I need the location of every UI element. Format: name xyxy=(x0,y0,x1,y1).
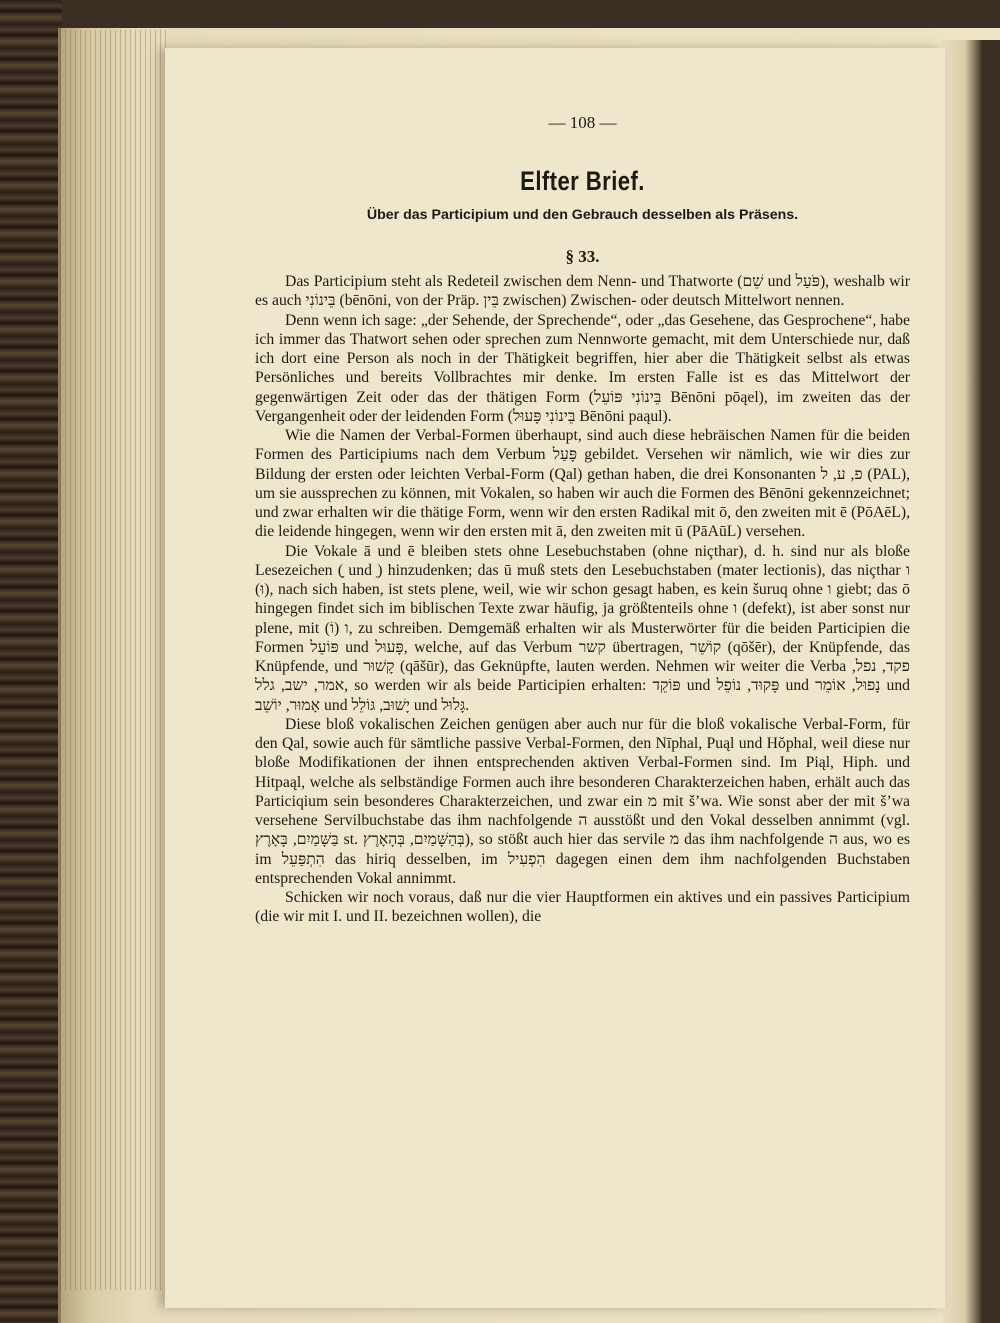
chapter-subtitle: Über das Participium und den Gebrauch desselben als Präsens. xyxy=(366,206,799,223)
paragraph-1: Das Participium steht als Redeteil zwischen dem Nenn- und Thatworte (שֵׁם und פֹּעַל), weshalb wir es auch בֵּינוֹנִי (bēnōni, von der Präp. בֵּין zwischen) Zwischen- oder deutsch Mittelwort nennen. xyxy=(255,273,911,310)
book-page xyxy=(165,48,945,1308)
page-number: — 108 — xyxy=(548,113,617,132)
facing-page-edge xyxy=(942,40,1000,1323)
paragraph-6: Schicken wir noch voraus, daß nur die vier Hauptformen ein aktives und ein passives Participium (die wir mit I. und II. bezeichnen wollen), die xyxy=(255,889,910,926)
page-content xyxy=(255,113,910,927)
section-heading: § 33. xyxy=(565,246,600,266)
paragraph-4: Die Vokale ā und ē bleiben stets ohne Lesebuchstaben (ohne niçthar), d. h. sind nur als bloße Lesezeichen (ָ und ֵ) hinzudenken; das ū muß stets den Lesebuchstaben (mater lectionis), das niçthar ו (וּ), nach sich haben, ist stets plene, weil, wie wir schon gesagt haben, es kein šuruq ohne ו giebt; das ō hingegen findet sich im biblischen Texte zwar häufig, ja größtenteils ohne ו (defekt), ist aber sonst nur plene, mit ו (וֹ), zu schreiben. Demgemäß erhalten wir als Musterwörter für die beiden Participien die Formen פּוֹעֵל und פָּעוּל, welche, auf das Verbum קשר übertragen, קוֹשֵׁר (qōšēr), der Knüpfende, das Knüpfende, und קָשׁוּר (qāšūr), das Geknüpfte, lauten werden. Nehmen wir weiter die Verba פקד, נפל, אמר, ישב, גלל, so werden wir als beide Participien erhalten: פּוֹקֵד und פָּקוּד, נוֹפֵל und נָפוּל, אוֹמֵר und אָמוּר, יוֹשֵׁב und יָשׁוּב, גּוֹלֵל und גָּלוּל. xyxy=(255,542,911,714)
paragraph-2: Denn wenn ich sage: „der Sehende, der Sprechende“, oder „das Gesehene, das Gesprochene“, habe ich immer das Thatwort sehen oder sprechen zum Nennworte gemacht, mit dem Unterschiede nur, daß ich dort eine Person als noch in der Thätigkeit begriffen, hier aber die Thätigkeit selbst als etwas Persönliches und bereits Vollbrachtes mir denke. Im ersten Falle ist es das Mittelwort der gegenwärtigen Zeit oder das der thätigen Form (בֵּינוֹנִי פּוֹעֵל Bēnōni pōąel), im zweiten das der Vergangenheit oder der leidenden Form (בֵּינוֹנִי פָּעוּל Bēnōni paąul). xyxy=(255,311,911,425)
paragraph-3: Wie die Namen der Verbal-Formen überhaupt, sind auch diese hebräischen Namen für die beiden Formen des Participiums nach dem Verbum פָּעַל gebildet. Versehen wir nämlich, wie wir dies zur Bildung der ersten oder leichten Verbal-Form (Qal) gethan haben, die drei Konsonanten פ, ע, ל (PAL), um sie aussprechen zu können, mit Vokalen, so haben wir auch die Formen des Bēnōni gekennzeichnet; und zwar erhalten wir die thätige Form, wenn wir den ersten Radikal mit ō, den zweiten mit ē (PōAēL), die leidende hingegen, wenn wir den ersten mit ā, den zweiten mit ū (PāAūL) versehen. xyxy=(255,427,910,541)
book-binding xyxy=(0,0,62,1323)
page-edges xyxy=(60,30,170,1290)
chapter-title: Elfter Brief. xyxy=(520,166,645,197)
paragraph-5: Diese bloß vokalischen Zeichen genügen aber auch nur für die bloß vokalische Verbal-Form, für den Qal, sowie auch für sämtliche passive Verbal-Formen, den Nīphal, Puąl und Hŏphal, weil diese nur bloße Modifikationen der ihnen entsprechenden aktiven Verbal-Formen sind. Im Piąl, Hiph. und Hitpaąl, welche als selbständige Formen auch ihre besonderen Charakterzeichen haben, erhält auch das Particiqium sein besonderes Charakterzeichen, und zwar ein מ mit š’wa. Wie sonst aber der mit š’wa versehene Servilbuchstabe das ihm nachfolgende ה ausstößt und den Vokal desselben annimmt (vgl. בַּשָּׁמַיִם, בָּאָרֶץ st. בְּהַשָּׁמַיִם, בְּהָאָרֶץ), so stößt auch hier das servile מ das ihm nachfolgende ה aus, wo es im הִתְפַּעֵל das hiriq desselben, im הִפְעִיל dagegen einen dem ihm nachfolgenden Buchstaben entsprechenden Vokal annimmt. xyxy=(255,715,911,887)
